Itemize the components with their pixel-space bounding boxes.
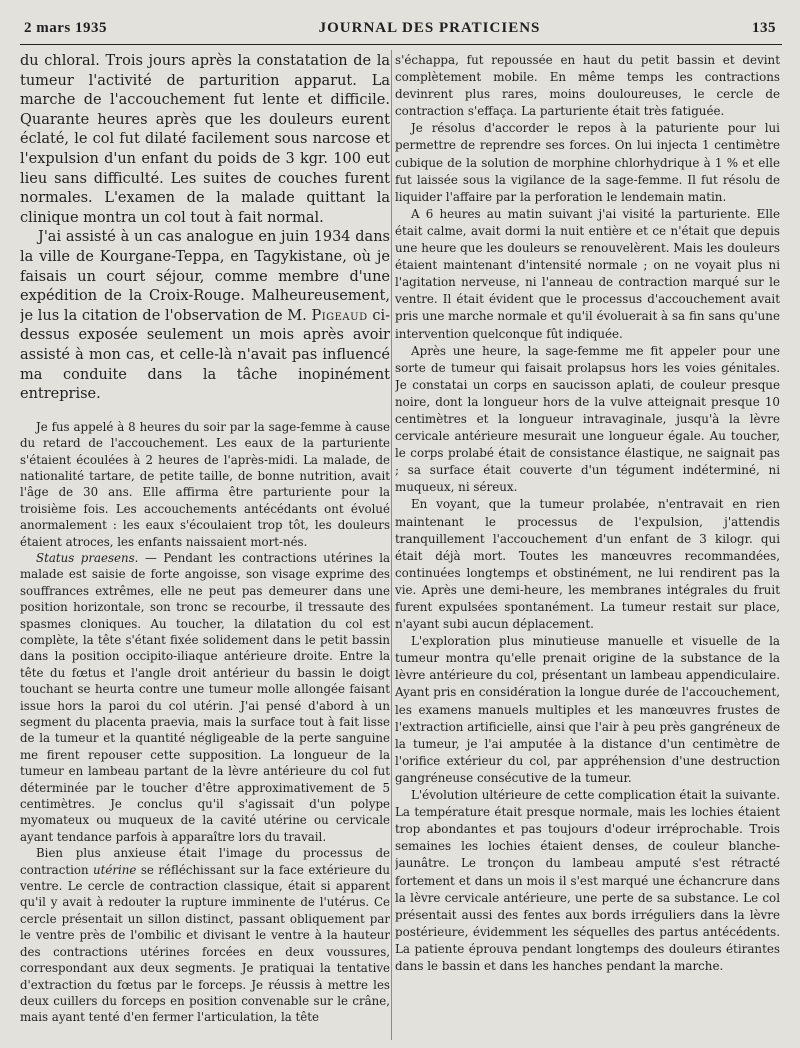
column-divider [391, 50, 392, 1040]
right-paragraph: L'évolution ultérieure de cette complication était la suivante. La température était presque normale, mais les lochies étaient trop abondantes et pas toujours d'odeur irréprochable. Trois semaines les lochies étaient denses, de couleur blanche-jaunâtre. Le tronçon du lambeau amputé s'est rétracté fortement et dans un mois il s'est marqué une échancrure dans la lèvre cervicale antérieure, une perte de sa substance. Le col présentait aussi des fentes aux bords irréguliers dans la lèvre postérieure, évidemment les séquelles des partus antécédents. La patiente éprouva pendant longtemps des douleurs étirantes dans le bassin et dans les hanches pendant la marche. [395, 788, 780, 973]
right-column [395, 52, 780, 1042]
right-paragraph: s'échappa, fut repoussée en haut du petit bassin et devint complètement mobile. En même temps les contractions devinrent plus rares, moins douloureuses, le cercle de contraction s'effaça. La parturiente était très fatiguée. [395, 53, 780, 119]
page-header [24, 14, 776, 42]
status-praesens-label: Status praesens. [36, 550, 139, 565]
large-paragraph-text: J'ai assisté à un cas analogue en juin 1934 dans la ville de Kourgane-Teppa, en Tagykistane, où je faisais un court séjour, comme membre d'une expédition de la Croix-Rouge. Malheureusement, je lus la citation de l'observation de M. [20, 229, 390, 324]
right-paragraph: Je résolus d'accorder le repos à la paturiente pour lui permettre de reprendre ses forces. On lui injecta 1 centimètre cubique de la solution de morphine chlorhydrique à 1 % et elle fut laissée sous la vigilance de la sage-femme. Il fut résolu de liquider l'affaire par la perforation le lendemain matin. [395, 121, 780, 204]
page-number: 135 [751, 19, 776, 36]
small-paragraph: Je fus appelé à 8 heures du soir par la sage-femme à cause du retard de l'accouchement. Les eaux de la parturiente s'étaient écoulées à 2 heures de l'après-midi. La malade, de nationalité tartare, de petite taille, de bonne nutrition, avait l'âge de 30 ans. Elle affirma être parturiente pour la troisième fois. Les accouchements antécédants ont évolué anormalement : les eaux s'écoulaient trop tôt, les douleurs étaient atroces, les enfants naissaient mort-nés. [20, 419, 390, 549]
header-rule [20, 44, 782, 45]
right-paragraph: L'exploration plus minutieuse manuelle et visuelle de la tumeur montra qu'elle prenait origine de la substance de la lèvre antérieure du col, présentant un lambeau appendiculaire. Ayant pris en considération la longue durée de l'accouchement, les examens manuels multiples et les manœuvres frustes de l'extraction artificielle, ainsi que l'air à peu près gangréneux de la tumeur, je l'ai amputée à la distance d'un centimètre de l'orifice extérieur du col, par appréhension d'une destruction gangréneuse consécutive de la tumeur. [395, 634, 780, 785]
right-paragraph: En voyant, que la tumeur prolabée, n'entravait en rien maintenant le processus de l'expulsion, j'attendis tranquillement l'accouchement d'un enfant de 3 kilogr. qui était déjà mort. Toutes les manœuvres recommandées, continuées longtemps et obstinément, ne lui rendirent pas la vie. Après une demi-heure, les membranes intégrales du fruit furent expulsées spontanément. La tumeur restait sur place, n'ayant subi aucun déplacement. [395, 497, 780, 632]
section-gap [20, 405, 390, 419]
italic-word: utérine [93, 862, 137, 877]
right-paragraph: Après une heure, la sage-femme me fit appeler pour une sorte de tumeur qui faisait prolapsus hors les voies génitales. Je constatai un corps en saucisson aplati, de couleur presque noire, dont la longueur hors de la vulve atteignait presque 10 centimètres et la longueur intravaginale, jusqu'à la lèvre cervicale antérieure mesurait une longueur égale. Au toucher, le corps prolabé était de consistance élastique, ne saignait pas ; sa surface était couverte d'un tégument indéterminé, ni muqueux, ni séreux. [395, 343, 780, 495]
small-paragraph-text: Bien plus anxieuse était l'image du processus de contraction [20, 846, 390, 877]
right-paragraph: A 6 heures au matin suivant j'ai visité la parturiente. Elle était calme, avait dormi la nuit entière et ce n'était que depuis une heure que les douleurs se renouvelèrent. Mais les douleurs étaient maintenant d'intensité normale ; on ne voyait plus ni l'agitation nerveuse, ni l'anneau de contraction marqué sur le ventre. Il était évident que le processus d'accouchement avait pris une marche normale et qu'il évoluerait à sa fin sans qu'une intervention quelconque fût indiquée. [395, 206, 780, 341]
large-paragraph: du chloral. Trois jours après la constatation de la tumeur l'activité de parturition apparut. La marche de l'accouchement fut lente et difficile. Quarante heures après que les douleurs eurent éclaté, le col fut dilaté facilement sous narcose et l'expulsion d'un enfant du poids de 3 kgr. 100 eut lieu sans difficulté. Les suites de couches furent normales. L'examen de la malade quittant la clinique montra un col tout à fait normal. [20, 53, 390, 226]
journal-title: JOURNAL DES PRATICIENS [318, 19, 541, 36]
small-paragraph [20, 845, 390, 1025]
status-praesens-text: — Pendant les contractions utérines la malade est saisie de forte angoisse, son visage exprime des souffrances extrêmes, elle ne peut pas demeurer dans une position horizontale, son tronc se recourbe, il tressaute des spasmes cloniques. Au toucher, la dilatation du col est complète, la tête s'étant fixée solidement dans le petit bassin dans la position occipito-iliaque antérieure droite. Entre la tête du fœtus et l'angle droit antérieur du bassin le doigt touchant se heurta contre une tumeur molle allongée faisant issue hors la paroi du col utérin. J'ai pensé d'abord à un segment du placenta praevia, mais la surface tout à fait lisse de la tumeur et la quantité négligeable de la perte sanguine me firent repouser cette supposition. La longueur de la tumeur en lambeau partant de la lèvre antérieure du col fut déterminée par le toucher d'être approximativement de 5 centimètres. Je conclus qu'il s'agissait d'un polype myomateux ou muqueux de la cavité utérine ou cervicale ayant tendance parfois à apparaître lors du travail. [20, 550, 390, 844]
small-paragraph-status [20, 550, 390, 845]
left-column [20, 52, 390, 1042]
header-date: 2 mars 1935 [24, 19, 107, 36]
small-paragraph-text: se réfléchissant sur la face extérieure du ventre. Le cercle de contraction classique, était si apparent qu'il y avait à redouter la rupture imminente de l'utérus. Ce cercle présentait un sillon distinct, passant obliquement par le ventre près de l'ombilic et divisant le ventre à la hauteur des contractions utérines forcées en deux voussures, correspondant aux deux segments. Je pratiquai la tentative d'extraction du fœtus par le forceps. Je réussis à mettre les deux cuillers du forceps en position convenable sur le crâne, mais ayant tenté d'en fermer l'articulation, la tête [20, 862, 390, 1025]
author-name: Pigeaud [311, 307, 368, 324]
large-paragraph-tail: ci-dessus exposée seulement un mois après avoir assisté à mon cas, et celle-là n'avait pas influencé ma conduite dans la tâche inopinément entreprise. [20, 307, 390, 403]
large-paragraph [20, 228, 390, 404]
